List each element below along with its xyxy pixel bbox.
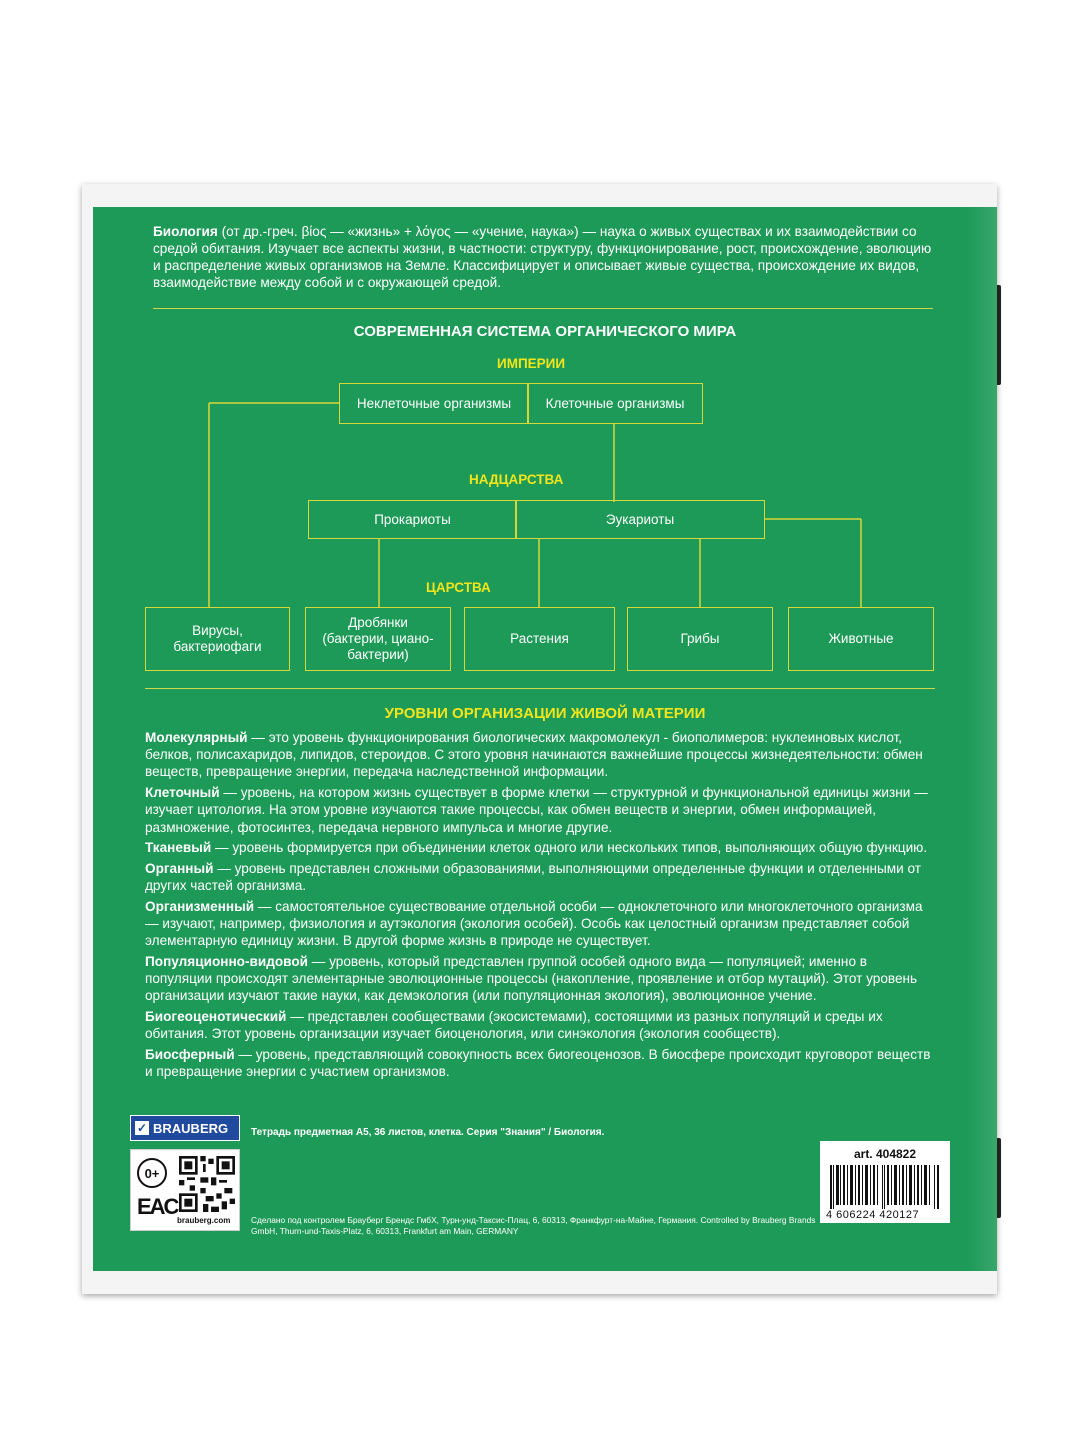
level-name: Биогеоценотический [145, 1009, 287, 1025]
intro-text: (от др.-греч. βίος — «жизнь» + λόγος — «учение, наука») — наука о живых существах и их взаимодействии со средой обитания. Изучает все аспекты жизни, в частности: структуру, функционирование, рост, происхождение, эволюцию и распределение живых организмов на Земле. Классифицирует и описывает живые существа, происхождение их видов, взаимодействие между собой и с окружающей средой. [153, 224, 932, 290]
superkingdoms-label: НАДЦАРСТВА [469, 472, 564, 487]
product-description: Тетрадь предметная А5, 36 листов, клетка. Серия "Знания" / Биология. [251, 1127, 605, 1138]
level-name: Молекулярный [145, 730, 248, 745]
level-item [145, 1046, 935, 1080]
barcode-label [820, 1141, 950, 1223]
level-item [145, 784, 935, 836]
level-item [145, 860, 935, 894]
manufacturer-note: Сделано под контролем Брауберг Брендс ГмбХ, Турн-унд-Таксис-Плац, 6, 60313, Франкфурт-на-Майне, Германия. Controlled by Brauberg Brands GmbH, Thurn-und-Taxis-Platz, 6, 60313, Frankfurt am Main, GERMANY [251, 1215, 816, 1236]
level-text: — уровень представлен сложными образованиями, выполняющими определенные функции и отделенными от других частей организма. [145, 860, 922, 894]
qr-code-icon [179, 1156, 235, 1212]
level-name: Организменный [145, 898, 255, 914]
level-text: — уровень, который представлен группой особей одного вида — популяцией; именно в популяции происходят элементарные эволюционные процессы (накопление, проявление и отбор мутаций). Этот уровень организации изучают такие науки, как демэкология (или популяционная экология), эволюционное учение. [145, 953, 918, 1004]
level-item [145, 839, 935, 856]
level-text: — это уровень функционирования биологических макромолекул - биополимеров: нуклеиновых кислот, белков, полисахаридов, липидов, стероидов. С этого уровня начинаются важнейшие процессы жизнедеятельности: обмен веществ, превращение энергии, передача наследственной информации. [145, 730, 923, 780]
empire-box-noncellular: Неклеточные организмы [339, 383, 529, 424]
level-name: Органный [145, 860, 214, 876]
kingdom-box-plants: Растения [464, 607, 615, 671]
empire-box-cellular: Клеточные организмы [527, 383, 703, 424]
brand-logo [130, 1115, 240, 1141]
level-item [145, 1008, 935, 1042]
barcode-icon [830, 1165, 940, 1209]
kingdom-box-bacteria: Дробянки (бактерии, циано-бактерии) [305, 607, 451, 671]
level-text: — представлен сообществами (экосистемами), состоящими из разных популяций и среды их обитания. Этот уровень организации изучает биоценология, или синэкология (экология сообществ). [145, 1009, 883, 1042]
intro-term: Биология [153, 224, 218, 239]
certification-box [130, 1149, 240, 1231]
kingdom-box-viruses: Вирусы, бактериофаги [145, 607, 290, 671]
level-item [145, 898, 935, 950]
age-rating-badge: 0+ [137, 1158, 167, 1188]
level-text: — самостоятельное существование отдельной особи — одноклеточного или многоклеточного организма — изучают, например, физиология и аутэкология (экология особей). Особь как целостный организм представляет собой элементарную единицу жизни. В другой форме жизнь в природе не существует. [145, 898, 923, 949]
level-text: — уровень формируется при объединении клеток одного или нескольких типов, выполняющих общую функцию. [211, 840, 928, 856]
level-text: — уровень, представляющий совокупность всех биогеоценозов. В биосфере происходит круговорот веществ и превращение энергии с участием организмов. [145, 1046, 931, 1080]
level-name: Популяционно-видовой [145, 953, 308, 969]
level-name: Тканевый [145, 840, 212, 856]
level-name: Клеточный [145, 785, 220, 801]
eac-mark: EAC [137, 1194, 178, 1219]
superkingdom-box-eukaryotes: Эукариоты [515, 500, 765, 539]
levels-title: УРОВНИ ОРГАНИЗАЦИИ ЖИВОЙ МАТЕРИИ [384, 705, 706, 722]
superkingdom-box-prokaryotes: Прокариоты [308, 500, 517, 539]
levels-list [145, 729, 935, 1084]
ean-number: 4 606224 420127 [826, 1209, 920, 1221]
kingdom-box-fungi: Грибы [627, 607, 773, 671]
cover [93, 207, 997, 1271]
level-item [145, 953, 935, 1005]
brand-name: BRAUBERG [153, 1120, 229, 1136]
level-text: — уровень, на котором жизнь существует в форме клетки — структурной и функциональной единицы жизни — изучает цитология. На этом уровне изучаются такие процессы, как обмен веществ и энергии, обмен информацией, размножение, фотосинтез, передача нервного импульса и многие другие. [145, 785, 928, 835]
site-url: brauberg.com [177, 1216, 231, 1225]
level-item [145, 729, 935, 781]
system-title: СОВРЕМЕННАЯ СИСТЕМА ОРГАНИЧЕСКОГО МИРА [353, 323, 737, 340]
article-number: art. 404822 [853, 1147, 917, 1161]
empires-label: ИМПЕРИИ [497, 356, 566, 371]
kingdom-box-animals: Животные [788, 607, 934, 671]
level-name: Биосферный [145, 1046, 235, 1062]
divider-middle [145, 688, 935, 689]
kingdoms-label: ЦАРСТВА [426, 580, 491, 595]
check-icon: ✓ [136, 1121, 148, 1135]
